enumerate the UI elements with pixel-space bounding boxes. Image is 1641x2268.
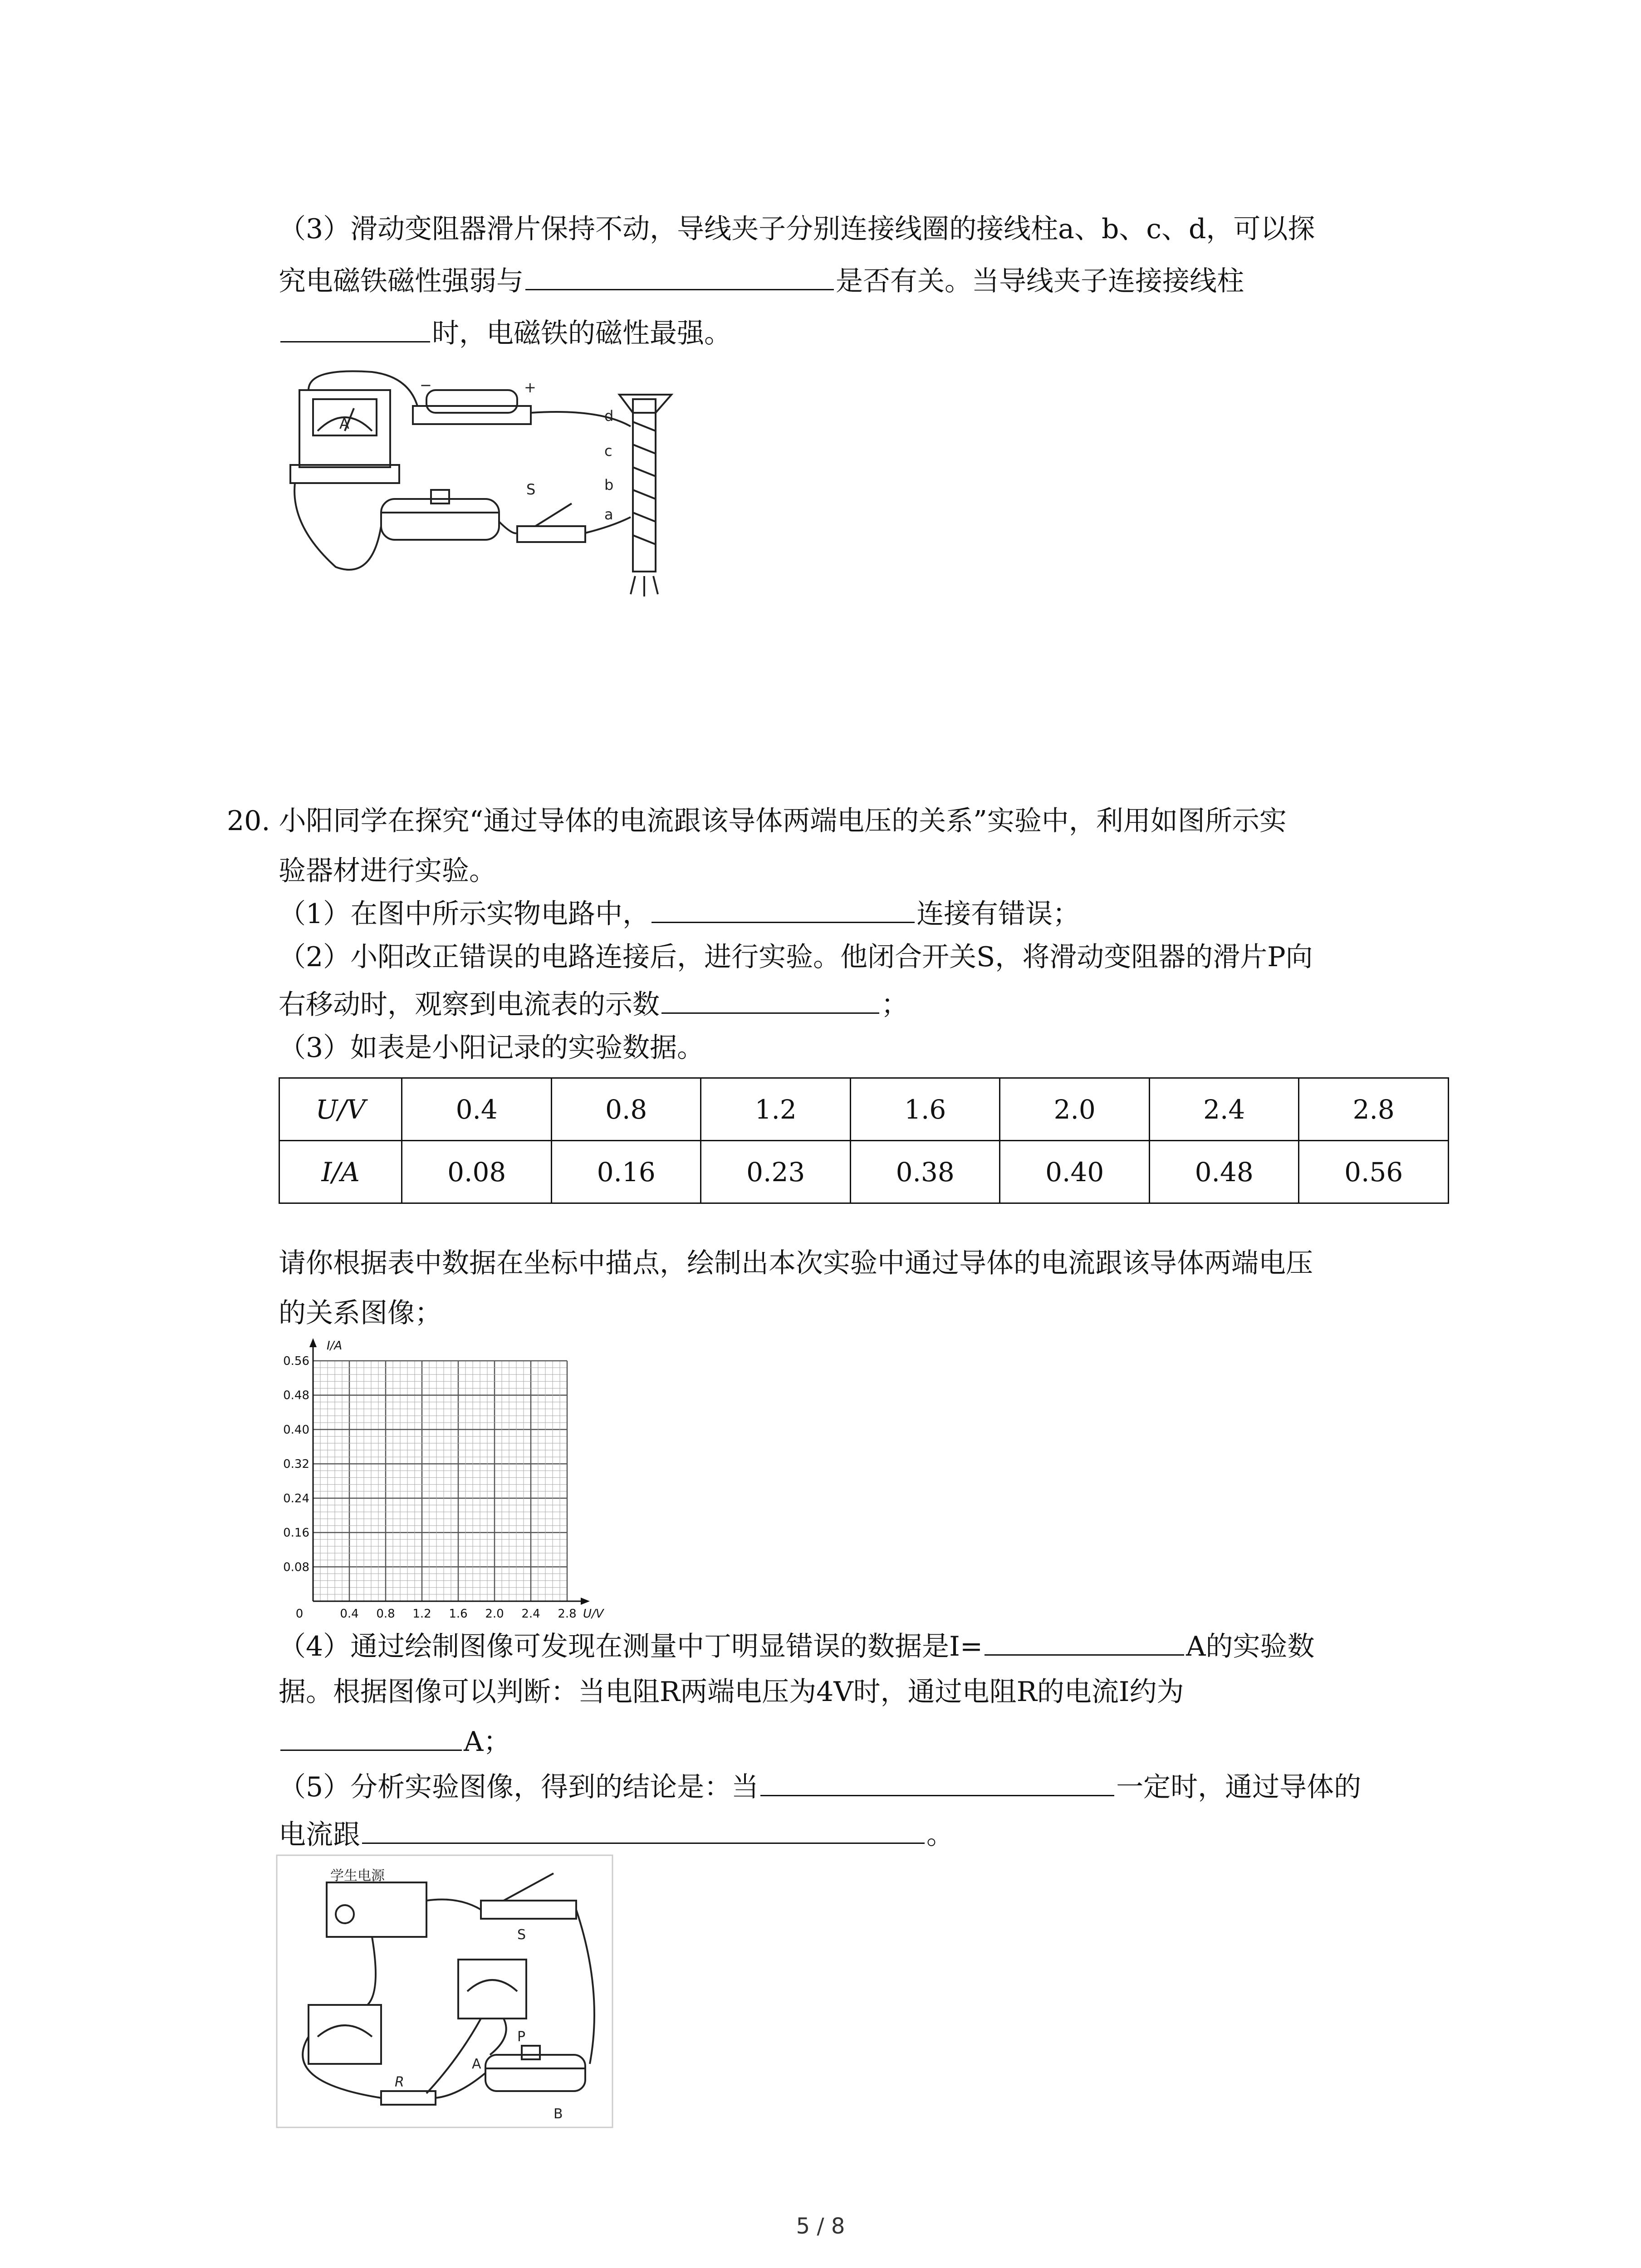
q20-part4-line1 bbox=[279, 1628, 1315, 1665]
x-tick-label: 1.2 bbox=[412, 1607, 431, 1621]
plot-grid[interactable] bbox=[268, 1338, 604, 1628]
q20-part2-line2 bbox=[279, 987, 908, 1023]
answer-blank[interactable] bbox=[280, 1726, 462, 1751]
battery-negative-label: − bbox=[420, 376, 432, 394]
table-row bbox=[279, 1078, 1449, 1141]
table-cell: 0.16 bbox=[551, 1141, 701, 1203]
q20-part4-line2: 据。根据图像可以判断：当电阻R两端电压为4V时，通过电阻R的电流I约为 bbox=[279, 1676, 1184, 1708]
q19-part3-line2 bbox=[279, 263, 1244, 299]
table-cell: 0.08 bbox=[402, 1141, 552, 1203]
x-axis-label: U/V bbox=[583, 1607, 604, 1621]
rheostat bbox=[381, 499, 499, 540]
switch-base bbox=[481, 1901, 576, 1919]
table-cell: 0.23 bbox=[701, 1141, 851, 1203]
text: 右移动时，观察到电流表的示数 bbox=[279, 989, 660, 1021]
text: A的实验数 bbox=[1186, 1631, 1315, 1662]
answer-blank[interactable] bbox=[760, 1771, 1114, 1796]
text: （4）通过绘制图像可发现在测量中丁明显错误的数据是I= bbox=[279, 1631, 983, 1662]
terminal-d-label: d bbox=[604, 407, 614, 425]
q20-part4-line3 bbox=[279, 1724, 510, 1760]
text: 是否有关。当导线夹子连接接线柱 bbox=[836, 265, 1244, 297]
y-axis-label: I/A bbox=[327, 1339, 343, 1353]
x-tick-label: 2.0 bbox=[485, 1607, 504, 1621]
table-cell: 2.8 bbox=[1299, 1078, 1449, 1141]
table-cell: 0.48 bbox=[1149, 1141, 1299, 1203]
page-number: 5 / 8 bbox=[796, 2214, 845, 2239]
text: 时，电磁铁的磁性最强。 bbox=[432, 318, 731, 349]
table-cell: 2.4 bbox=[1149, 1078, 1299, 1141]
table-cell: 0.4 bbox=[402, 1078, 552, 1141]
q19-part3-line3 bbox=[279, 315, 731, 352]
q20-part1 bbox=[279, 896, 1080, 932]
answer-blank[interactable] bbox=[661, 989, 879, 1014]
y-tick-label: 0.56 bbox=[283, 1354, 309, 1368]
terminal-b-label: b bbox=[604, 476, 614, 494]
text: 。 bbox=[926, 1819, 954, 1851]
x-tick-label: 0.4 bbox=[340, 1607, 359, 1621]
q19-part3-line1: （3）滑动变阻器滑片保持不动，导线夹子分别连接线圈的接线柱a、b、c、d，可以探 bbox=[279, 213, 1315, 245]
y-tick-label: 0.40 bbox=[283, 1423, 309, 1437]
table-cell: 1.2 bbox=[701, 1078, 851, 1141]
power-supply bbox=[327, 1882, 426, 1937]
ammeter-label: A bbox=[339, 415, 349, 432]
power-supply-label: 学生电源 bbox=[330, 1868, 385, 1884]
q20-part3: （3）如表是小阳记录的实验数据。 bbox=[279, 1032, 705, 1064]
text: 电流跟 bbox=[279, 1819, 360, 1851]
terminal-a-label: a bbox=[604, 506, 613, 523]
data-table bbox=[279, 1077, 1449, 1204]
voltmeter bbox=[458, 1960, 526, 2019]
battery-positive-label: + bbox=[524, 379, 536, 396]
table-cell: 0.38 bbox=[850, 1141, 1000, 1203]
table-cell: 0.56 bbox=[1299, 1141, 1449, 1203]
slider-p-label: P bbox=[517, 2029, 526, 2045]
q20-part2-line1: （2）小阳改正错误的电路连接后，进行实验。他闭合开关S，将滑动变阻器的滑片P向 bbox=[279, 941, 1313, 973]
terminal-c-label: c bbox=[604, 442, 612, 459]
rheostat-b-label: B bbox=[554, 2106, 563, 2122]
table-cell: 0.40 bbox=[1000, 1141, 1150, 1203]
text: 一定时，通过导体的 bbox=[1116, 1771, 1362, 1803]
rheostat-a-label: A bbox=[472, 2056, 481, 2072]
switch-label: S bbox=[526, 481, 536, 498]
q20-part3-instruction-line1: 请你根据表中数据在坐标中描点，绘制出本次实验中通过导体的电流跟该导体两端电压 bbox=[279, 1247, 1313, 1279]
y-tick-label: 0.08 bbox=[283, 1560, 309, 1574]
answer-blank[interactable] bbox=[652, 898, 915, 923]
text: 究电磁铁磁性强弱与 bbox=[279, 265, 524, 297]
table-header-voltage: U/V bbox=[279, 1078, 402, 1141]
experiment-apparatus-figure bbox=[277, 1855, 612, 2127]
q20-part5-line2 bbox=[279, 1817, 954, 1853]
y-tick-label: 0.32 bbox=[283, 1457, 309, 1471]
table-header-current: I/A bbox=[279, 1141, 402, 1203]
switch-label: S bbox=[517, 1927, 526, 1943]
origin-label: 0 bbox=[295, 1607, 304, 1621]
text: ； bbox=[881, 989, 908, 1021]
text: A； bbox=[464, 1726, 511, 1758]
table-cell: 0.8 bbox=[551, 1078, 701, 1141]
y-axis-arrow bbox=[309, 1338, 317, 1347]
answer-blank[interactable] bbox=[525, 265, 834, 290]
text: （1）在图中所示实物电路中， bbox=[279, 898, 650, 930]
switch-base bbox=[517, 526, 585, 542]
x-axis-arrow bbox=[581, 1598, 590, 1605]
resistor-label: R bbox=[395, 2074, 404, 2090]
q20-intro-line1: 20. 小阳同学在探究“通过导体的电流跟该导体两端电压的关系”实验中，利用如图所示实 bbox=[227, 805, 1287, 837]
answer-blank[interactable] bbox=[362, 1819, 925, 1844]
y-tick-label: 0.24 bbox=[283, 1491, 309, 1505]
y-tick-label: 0.48 bbox=[283, 1388, 309, 1403]
x-tick-label: 0.8 bbox=[376, 1607, 395, 1621]
answer-blank[interactable] bbox=[280, 318, 430, 342]
q20-part3-instruction-line2: 的关系图像； bbox=[279, 1297, 442, 1329]
q20-intro-line2: 验器材进行实验。 bbox=[279, 855, 496, 887]
table-cell: 2.0 bbox=[1000, 1078, 1150, 1141]
x-tick-label: 1.6 bbox=[449, 1607, 468, 1621]
text: 连接有错误； bbox=[916, 898, 1080, 930]
electromagnet-core bbox=[633, 399, 656, 572]
battery-holder bbox=[413, 406, 531, 424]
electromagnet-circuit-figure bbox=[281, 363, 708, 603]
x-tick-label: 2.4 bbox=[521, 1607, 540, 1621]
text: （5）分析实验图像，得到的结论是：当 bbox=[279, 1771, 759, 1803]
y-tick-label: 0.16 bbox=[283, 1526, 309, 1540]
table-cell: 1.6 bbox=[850, 1078, 1000, 1141]
table-row bbox=[279, 1141, 1449, 1203]
q20-part5-line1 bbox=[279, 1769, 1361, 1805]
answer-blank[interactable] bbox=[985, 1631, 1184, 1656]
x-tick-label: 2.8 bbox=[558, 1607, 577, 1621]
